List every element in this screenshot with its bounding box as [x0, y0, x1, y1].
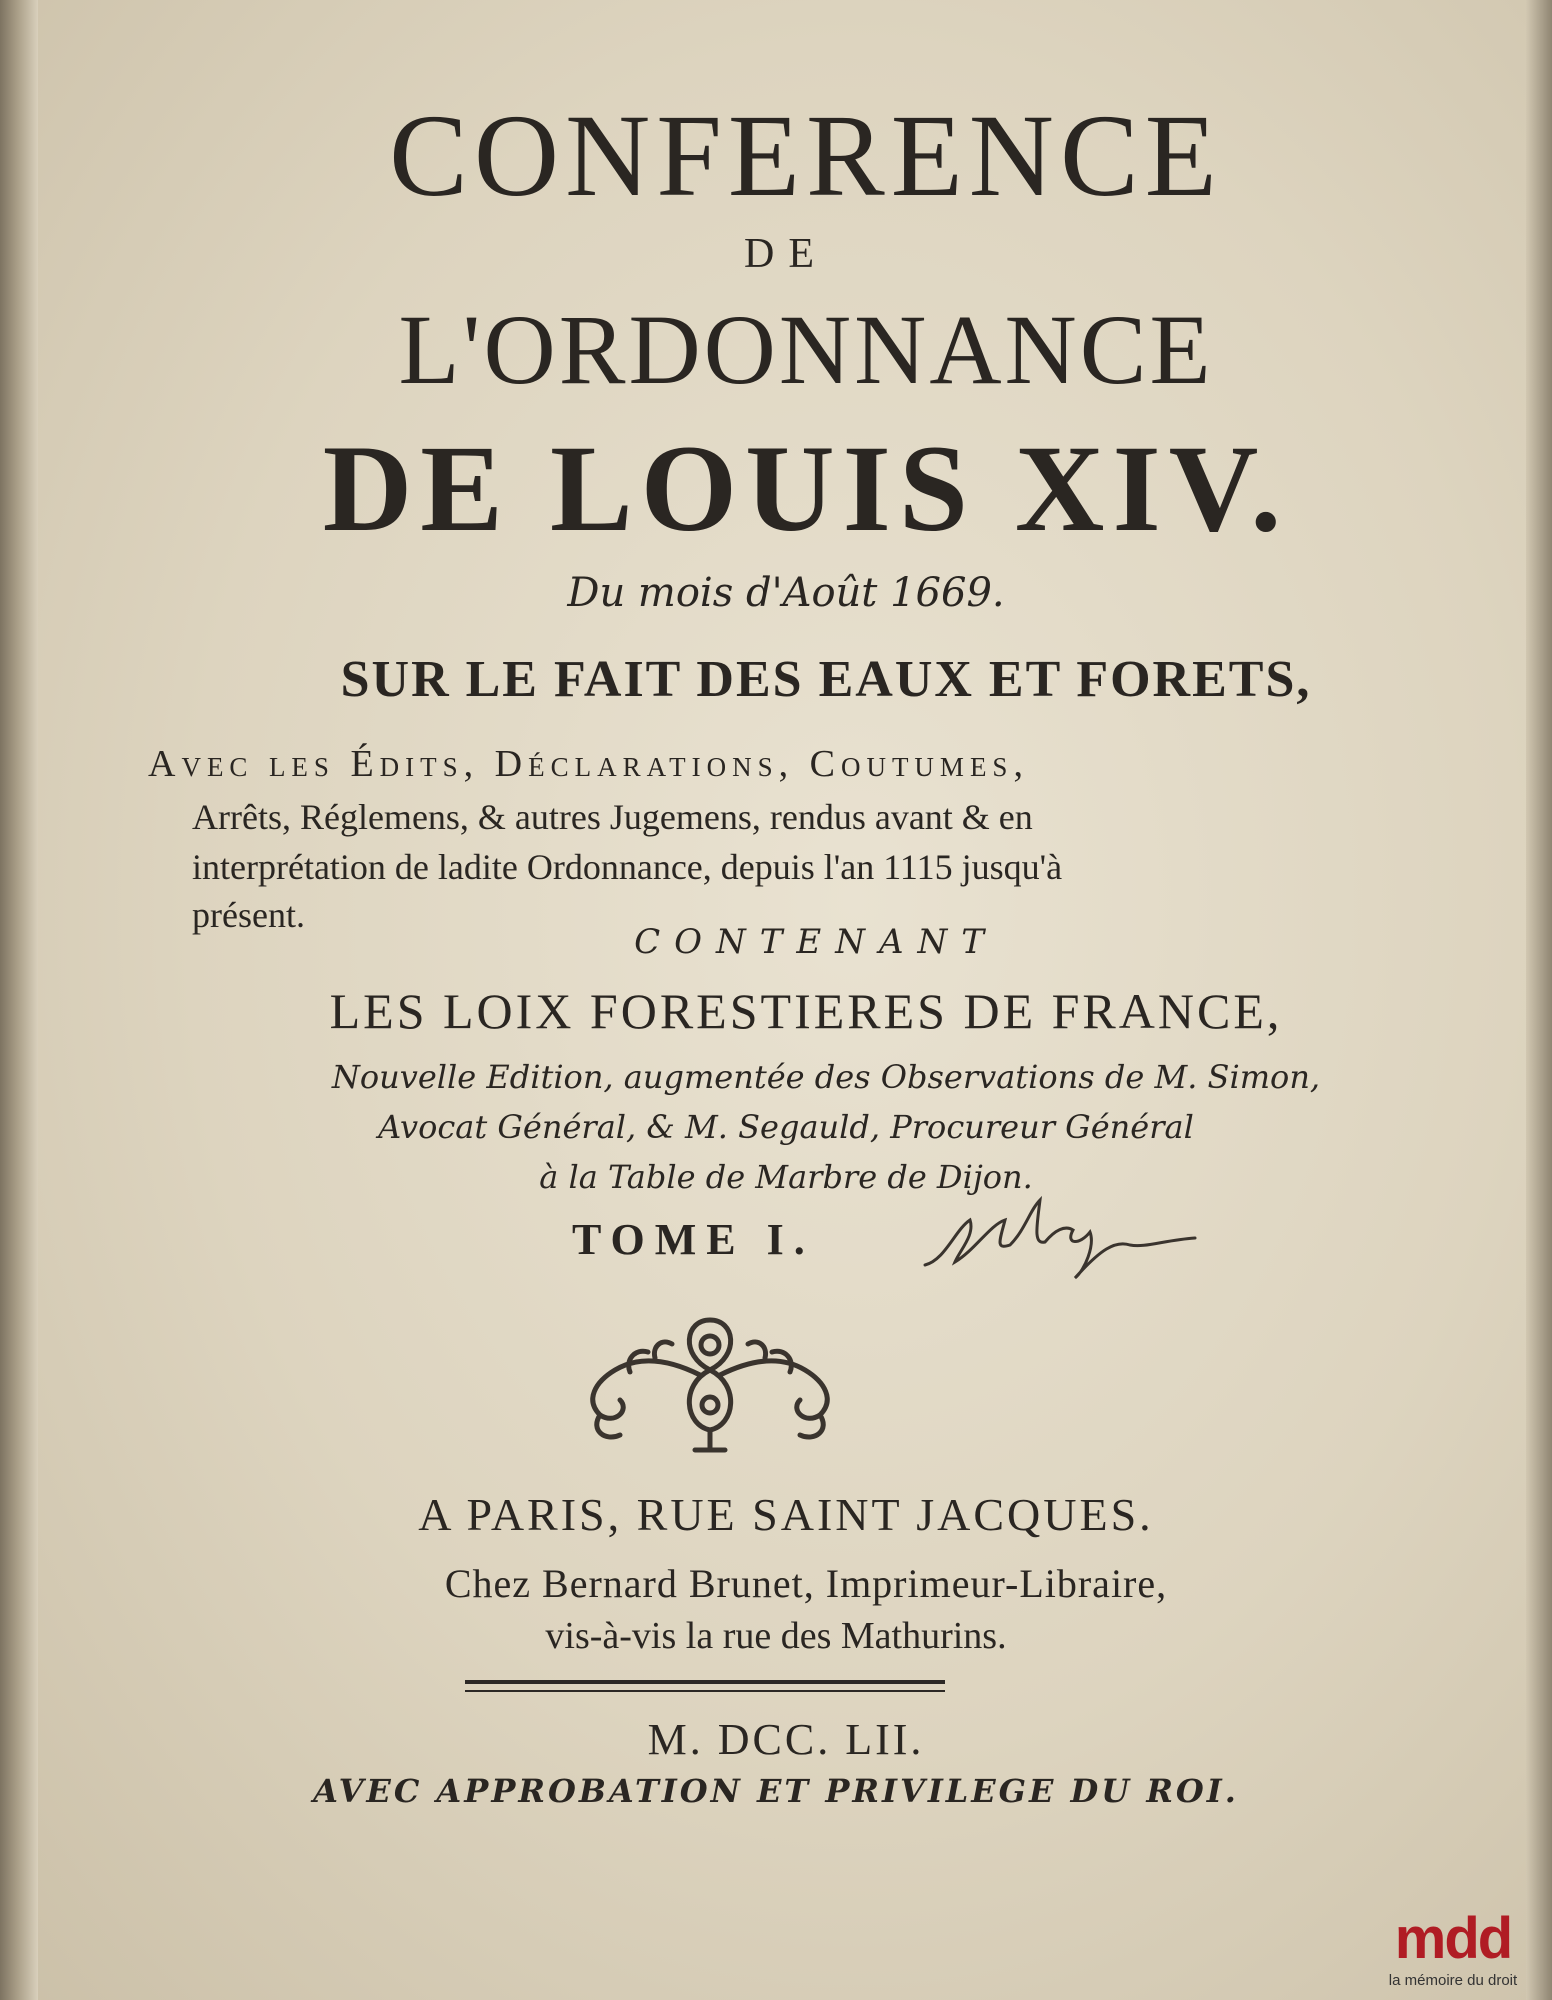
imprint-address: vis-à-vis la rue des Mathurins.: [545, 1615, 1007, 1657]
ornament-flourish-icon: [560, 1300, 860, 1470]
year-line: M. DCC. LII.: [647, 1715, 925, 1764]
mdd-logo: [1388, 1906, 1518, 1989]
description-line-2: Arrêts, Réglemens, & autres Jugemens, rendus avant & en: [192, 797, 1033, 837]
title-line-ordonnance: L'ORDONNANCE: [398, 294, 1214, 405]
mdd-logo-mark: mdd: [1394, 1906, 1512, 1971]
signature: [915, 1190, 1205, 1285]
divider-rule-bottom: [465, 1690, 945, 1692]
privilege-line: AVEC APPROBATION ET PRIVILEGE DU ROI.: [313, 1772, 1239, 1810]
divider-rule-top: [465, 1680, 945, 1684]
title-line-de: DE: [744, 231, 828, 277]
contenant-line: CONTENANT: [634, 922, 998, 962]
title-line-conference: CONFERENCE: [389, 90, 1223, 221]
description-line-4: présent.: [192, 895, 305, 935]
loix-line: LES LOIX FORESTIERES DE FRANCE,: [329, 983, 1283, 1039]
edition-line-3: à la Table de Marbre de Dijon.: [539, 1158, 1033, 1196]
mdd-logo-tagline: la mémoire du droit: [1388, 1972, 1518, 1989]
description-line-1: Avec les Édits, Déclarations, Coutumes,: [148, 743, 1029, 785]
date-line: Du mois d'Août 1669.: [567, 570, 1005, 616]
tome-label: TOME I.: [572, 1215, 815, 1264]
subject-line: SUR LE FAIT DES EAUX ET FORETS,: [340, 651, 1312, 708]
title-line-louis-xiv: DE LOUIS XIV.: [322, 420, 1290, 557]
imprint-city: A PARIS, RUE SAINT JACQUES.: [418, 1489, 1154, 1540]
imprint-printer: Chez Bernard Brunet, Imprimeur-Libraire,: [444, 1561, 1168, 1606]
description-line-3: interprétation de ladite Ordonnance, depuis l'an 1115 jusqu'à: [192, 847, 1063, 887]
edition-line-1: Nouvelle Edition, augmentée des Observations de M. Simon,: [331, 1058, 1321, 1096]
edition-line-2: Avocat Général, & M. Segauld, Procureur Général: [378, 1108, 1194, 1146]
